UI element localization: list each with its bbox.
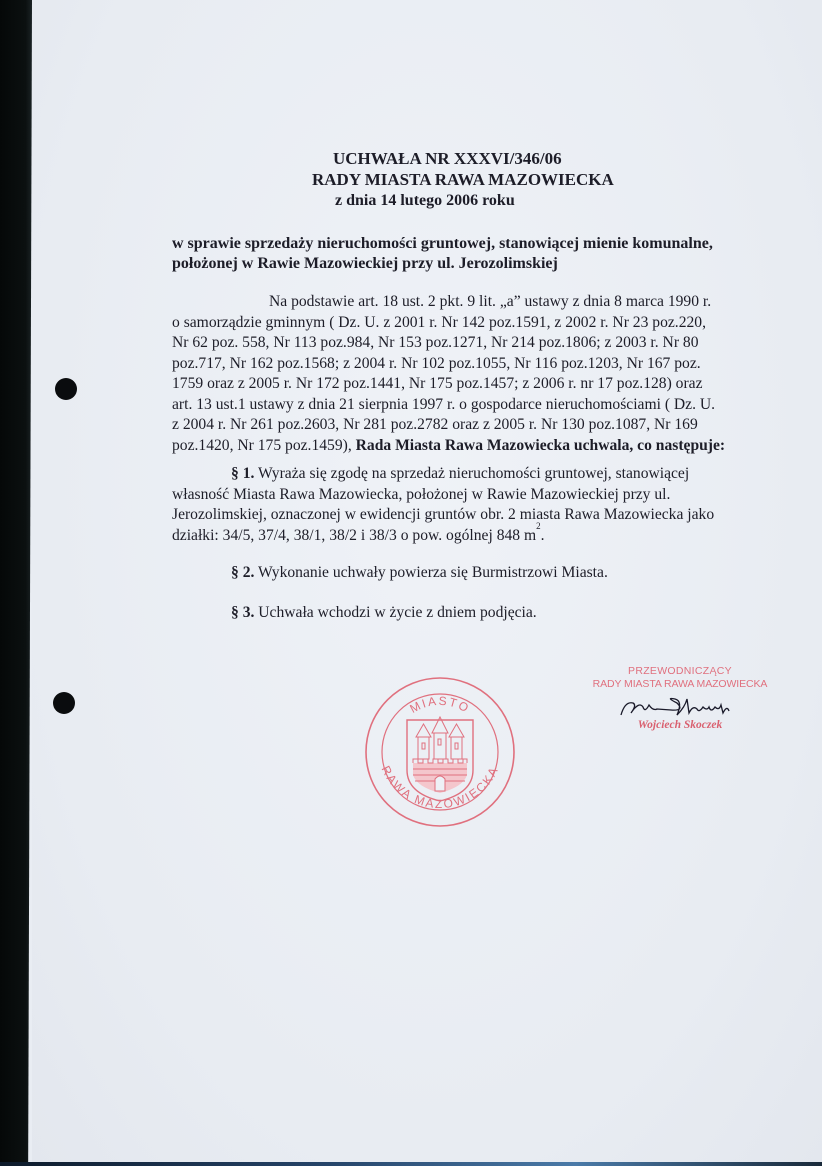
punch-hole-top	[55, 378, 77, 400]
scan-edge-bottom	[0, 1162, 822, 1166]
legal-basis	[172, 292, 782, 456]
handwritten-signature	[615, 693, 745, 721]
basis-line: Na podstawie art. 18 ust. 2 pkt. 9 lit. „a” ustawy z dnia 8 marca 1990 r.	[269, 293, 712, 310]
resolution-number: UCHWAŁA NR XXXVI/346/06	[333, 149, 562, 168]
punch-hole-bottom	[53, 692, 75, 714]
signatory-role: PRZEWODNICZĄCY	[628, 665, 732, 677]
paragraph-mark: § 2.	[231, 564, 255, 581]
paragraph-1	[172, 464, 772, 546]
basis-line: poz.717, Nr 162 poz.1568; z 2004 r. Nr 102 poz.1055, Nr 116 poz.1203, Nr 167 poz.	[172, 354, 701, 372]
subject-line: położonej w Rawie Mazowieckiej przy ul. Jerozolimskiej	[172, 255, 558, 272]
city-seal-stamp	[363, 675, 517, 829]
basis-line: art. 13 ust.1 ustawy z dnia 21 sierpnia 1997 r. o gospodarce nieruchomościami ( Dz. U.	[172, 395, 716, 413]
paragraph-line: własność Miasta Rawa Mazowiecka, położonej w Rawie Mazowieckiej przy ul.	[172, 485, 671, 503]
council-name: RADY MIASTA RAWA MAZOWIECKA	[312, 170, 614, 189]
coat-of-arms-icon	[407, 717, 473, 801]
signatory-name: Wojciech Skoczek	[637, 719, 723, 731]
superscript: 2	[536, 520, 541, 531]
seal-top-text: MIASTO	[407, 693, 473, 716]
signatory-organization: RADY MIASTA RAWA MAZOWIECKA	[592, 678, 768, 690]
paragraph-line	[172, 520, 772, 547]
paragraph-text: Uchwała wchodzi w życie z dniem podjęcia.	[258, 604, 537, 621]
resolution-subject	[172, 234, 772, 274]
paragraph-3	[231, 603, 822, 624]
basis-line: Nr 62 poz. 558, Nr 113 poz.984, Nr 153 poz.1271, Nr 214 poz.1806; z 2003 r. Nr 80	[172, 334, 699, 351]
scan-edge-left	[0, 0, 32, 1166]
paragraph-mark: § 1.	[231, 465, 255, 482]
paragraph-text: Wykonanie uchwały powierza się Burmistrzowi Miasta.	[258, 564, 608, 581]
basis-line-plain: poz.1420, Nr 175 poz.1459),	[172, 436, 356, 454]
resolution-date: z dnia 14 lutego 2006 roku	[335, 192, 515, 209]
signature-block	[585, 665, 775, 731]
paragraph-mark: § 3.	[231, 604, 255, 621]
seal-bottom-text: RAWA MAZOWIECKA	[378, 763, 502, 812]
paragraph-2	[231, 563, 822, 584]
paragraph-text: działki: 34/5, 37/4, 38/1, 38/2 i 38/3 o pow. ogólnej 848 m	[172, 526, 537, 544]
paragraph-text: Wyraża się zgodę na sprzedaż nieruchomości gruntowej, stanowiącej	[258, 465, 690, 482]
basis-line: o samorządzie gminnym ( Dz. U. z 2001 r. Nr 142 poz.1591, z 2002 r. Nr 23 poz.220,	[172, 313, 706, 331]
paragraph-line	[172, 464, 772, 485]
enacting-clause: Rada Miasta Rawa Mazowiecka uchwala, co następuje:	[355, 436, 726, 454]
basis-line	[172, 436, 782, 457]
basis-line: z 2004 r. Nr 261 poz.2603, Nr 281 poz.2782 oraz z 2005 r. Nr 130 poz.1087, Nr 169	[172, 416, 698, 433]
paragraph-end: .	[540, 526, 545, 544]
basis-line: 1759 oraz z 2005 r. Nr 172 poz.1441, Nr 175 poz.1457; z 2006 r. nr 17 poz.128) oraz	[172, 375, 703, 392]
subject-line: w sprawie sprzedaży nieruchomości gruntowej, stanowiącej mienie komunalne,	[172, 235, 713, 252]
paragraph-line: Jerozolimskiej, oznaczonej w ewidencji gruntów obr. 2 miasta Rawa Mazowiecka jako	[172, 506, 715, 523]
